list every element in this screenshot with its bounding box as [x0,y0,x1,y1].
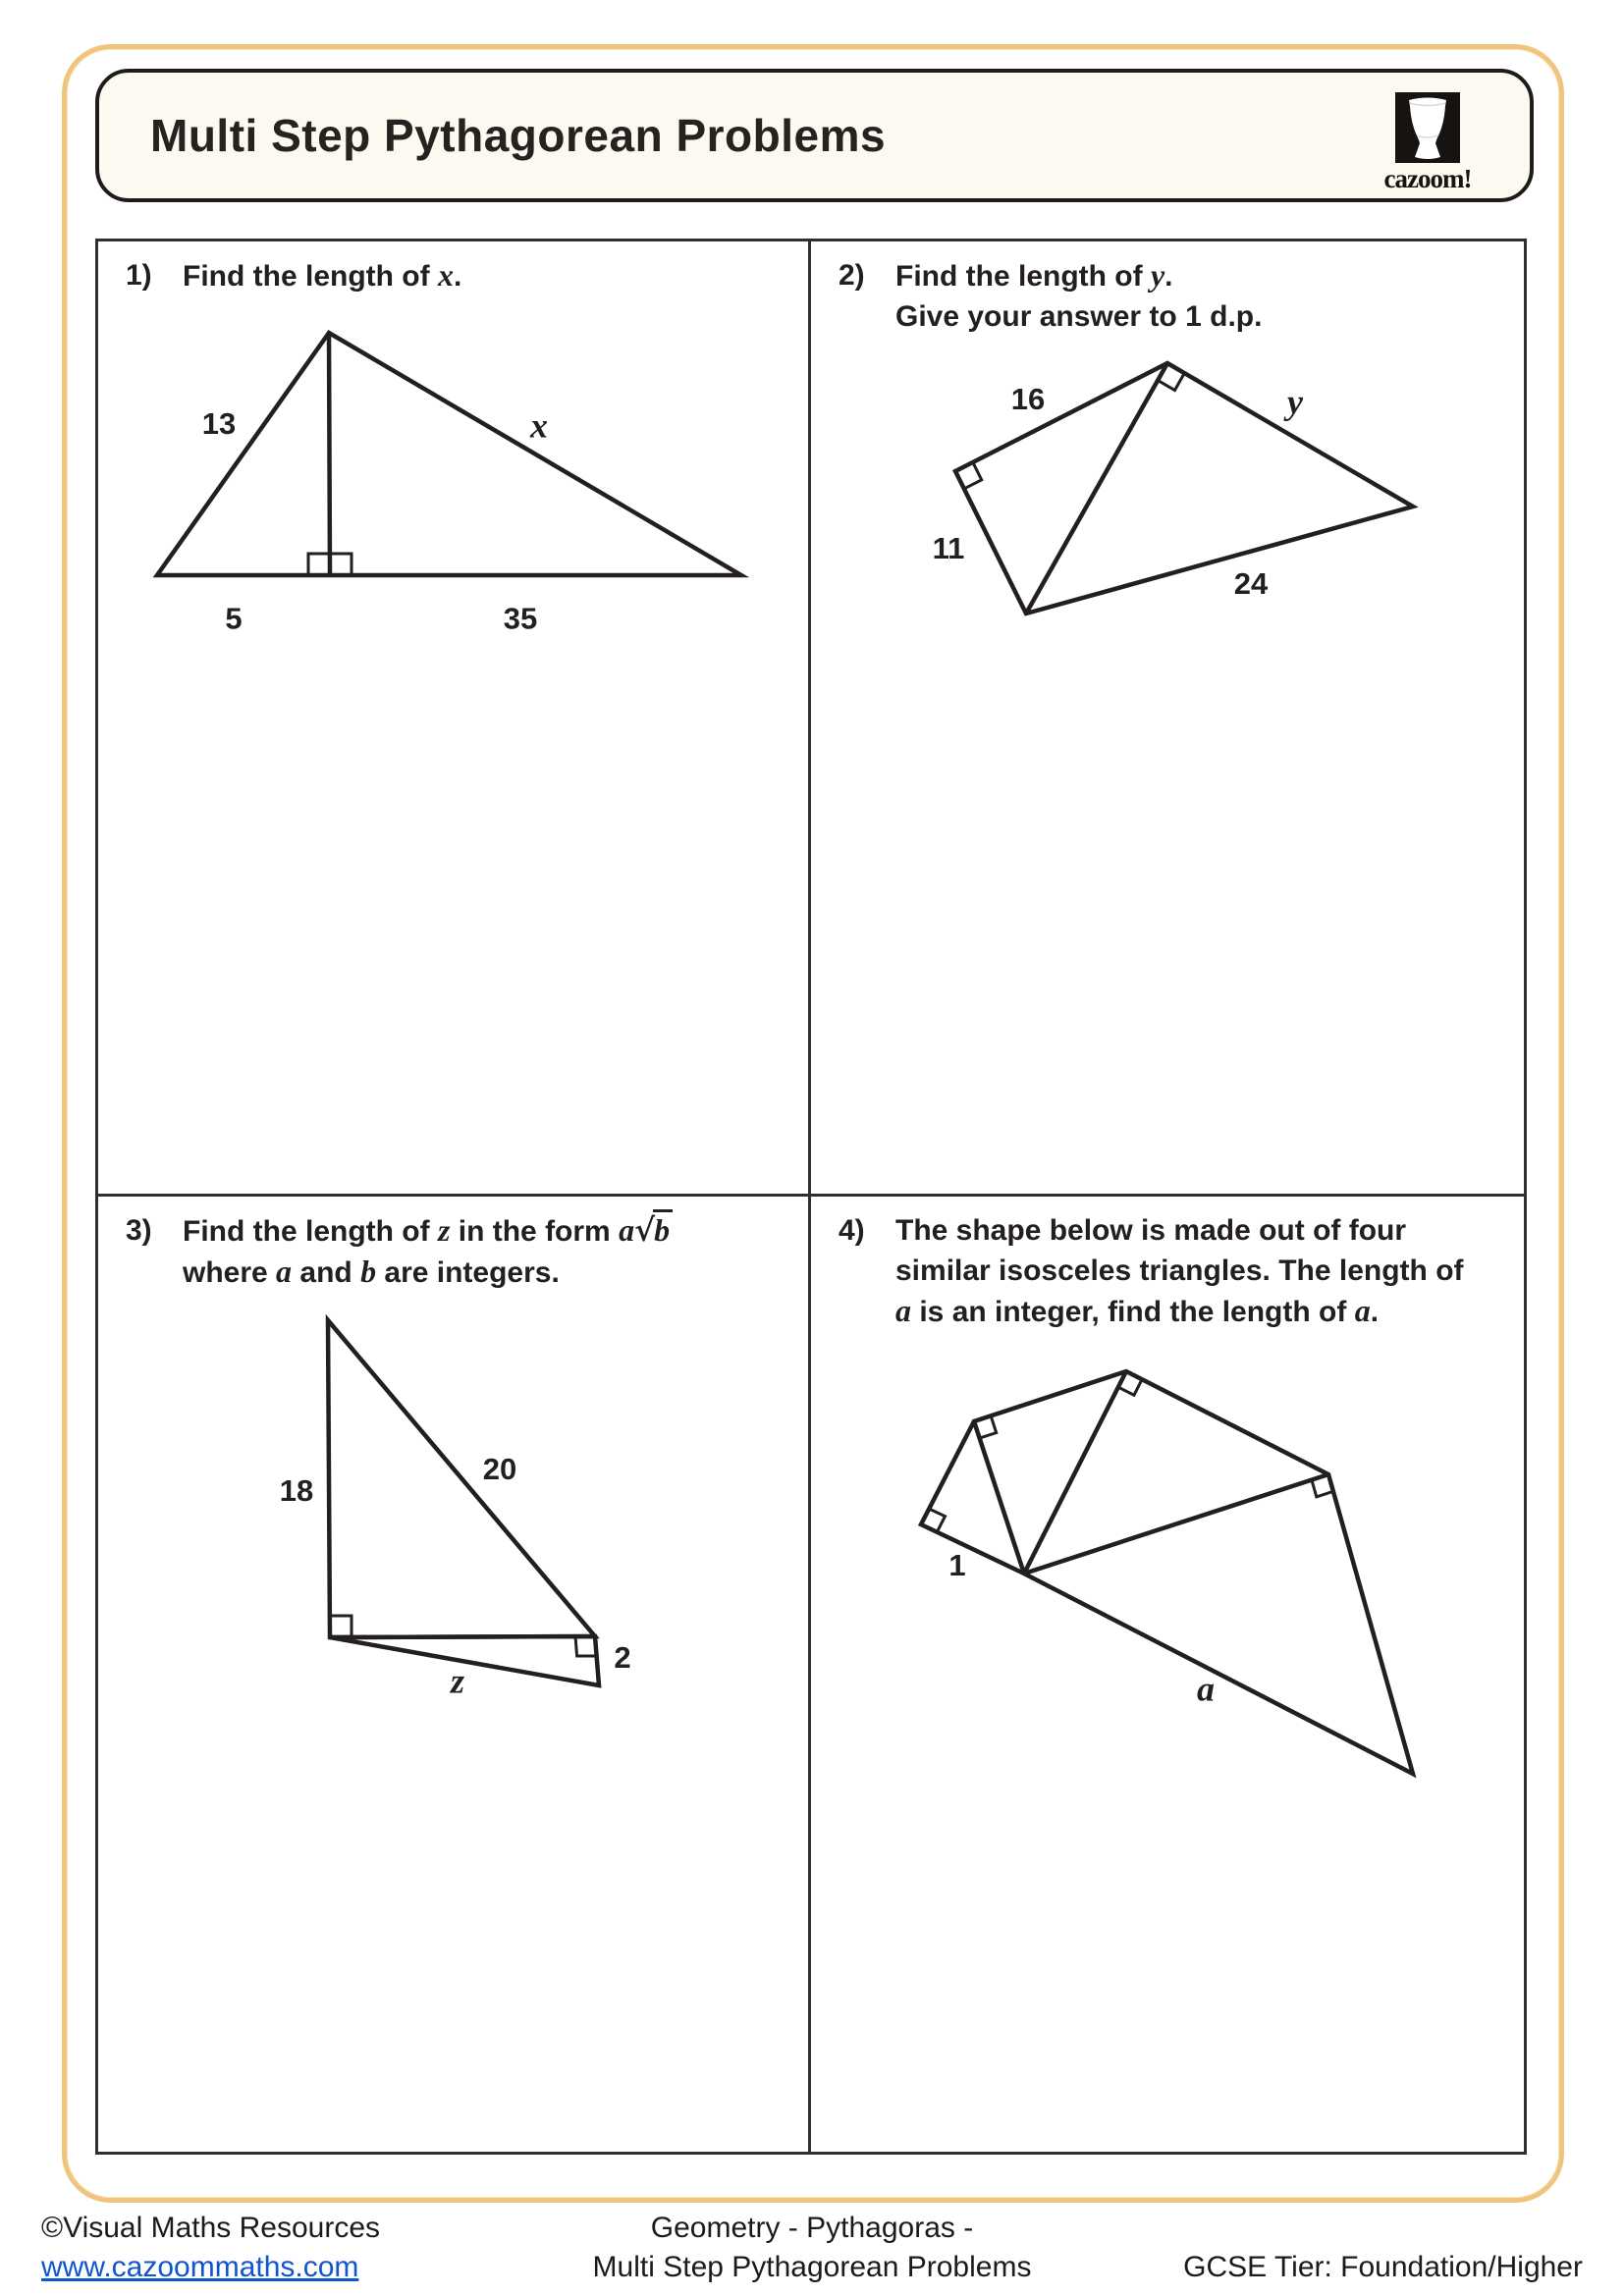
problem-grid [95,239,1527,2155]
problem-4-line3: is an integer, find the length of [911,1296,1355,1328]
footer-topic-line2: Multi Step Pythagorean Problems [592,2251,1032,2283]
p3-label-z: z [450,1661,465,1701]
problem-2-line2: Give your answer to 1 d.p. [895,300,1263,333]
copyright-text: ©Visual Maths Resources [41,2212,381,2244]
p2-label-16: 16 [1010,382,1046,417]
cazoom-drum-icon [1395,92,1460,163]
problem-2-cell [811,241,1524,1194]
p1-label-35: 35 [503,601,538,636]
grid-row-bottom [98,1197,1524,2152]
problem-3-statement [98,1197,808,1293]
math-var-a4: a [1354,1293,1371,1328]
math-var-a3: a [895,1293,911,1328]
footer-topic-line1: Geometry - Pythagoras - [650,2212,974,2244]
cazoommaths-link[interactable]: www.cazoommaths.com [41,2251,359,2283]
cazoom-logo-text: cazoom! [1383,164,1472,193]
p4-label-1: 1 [948,1548,966,1583]
footer-tier: GCSE Tier: Foundation/Higher [1183,2251,1583,2283]
problem-1-text [183,255,790,296]
problem-4-statement [811,1197,1524,1332]
math-var-b2: b [360,1254,377,1289]
problem-1-cell [98,241,811,1194]
problem-3-line2-end: are integers. [376,1256,560,1289]
problem-4-line2: similar isosceles triangles. The length of [895,1255,1464,1287]
problem-4-line3-end: . [1370,1296,1380,1328]
problem-3-line1: Find the length of [183,1215,438,1248]
radical-sign: √ [634,1211,656,1249]
math-var-a2: a [276,1254,293,1289]
page-title: Multi Step Pythagorean Problems [150,110,887,161]
problem-3-number: 3) [126,1214,152,1247]
p3-label-18: 18 [279,1473,314,1509]
p4-label-a: a [1197,1669,1215,1709]
problem-1-statement [98,241,808,296]
problem-2-line1: Find the length of [895,260,1151,293]
problem-3-cell [98,1197,811,2152]
problem-2-text [895,255,1506,337]
problem-2-statement [811,241,1524,337]
p3-label-2: 2 [614,1640,631,1676]
worksheet-header [95,69,1534,202]
math-var-z: z [437,1212,451,1248]
problem-1-line1-end: . [453,260,462,293]
problem-2-number: 2) [839,259,865,292]
math-var-a: a [619,1212,635,1248]
math-var-b: b [653,1209,673,1248]
problem-3-line2-mid: and [292,1256,361,1289]
problem-4-number: 4) [839,1214,865,1247]
problem-3-line1-mid: in the form [450,1215,620,1248]
p3-label-20: 20 [482,1452,517,1487]
problem-1-number: 1) [126,259,152,292]
problem-3-line2: where [183,1256,277,1289]
problem-4-text [895,1210,1506,1332]
problem-3-text [183,1210,790,1293]
p1-label-5: 5 [225,601,243,636]
p1-label-x: x [530,405,548,446]
math-var-y: y [1150,257,1165,293]
problem-4-cell [811,1197,1524,2152]
problem-1-line1: Find the length of [183,260,438,293]
p2-label-11: 11 [932,531,965,566]
cazoom-logo [1369,92,1487,194]
p2-label-y: y [1287,382,1303,422]
grid-row-top [98,241,1524,1197]
p1-label-13: 13 [201,406,237,442]
problem-4-line1: The shape below is made out of four [895,1214,1407,1247]
p2-label-24: 24 [1233,566,1269,602]
math-var-x: x [437,257,454,293]
problem-2-line1-end: . [1164,260,1173,293]
